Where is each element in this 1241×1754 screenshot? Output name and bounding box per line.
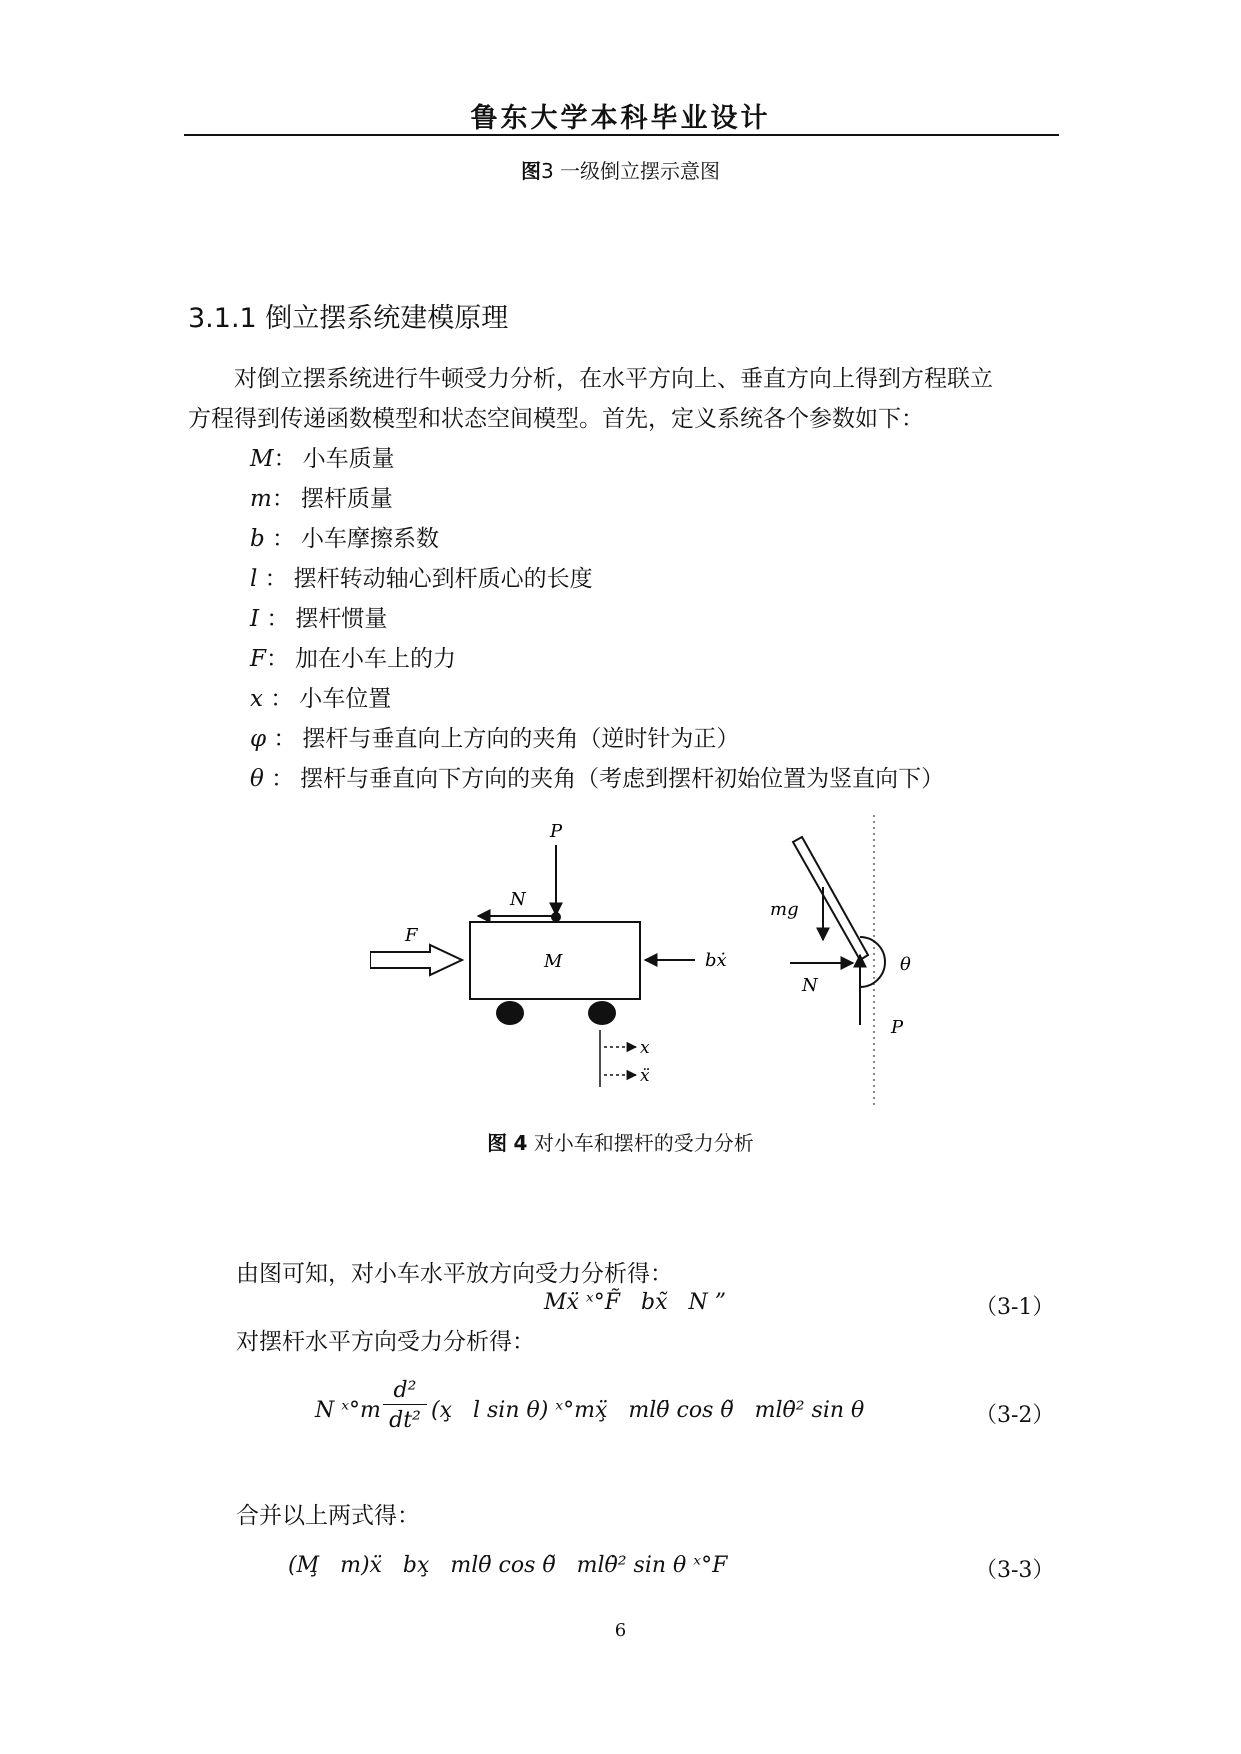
parameter-separator: ： (263, 766, 295, 792)
parameter-item (250, 680, 391, 713)
intro-line-2: 方程得到传递函数模型和状态空间模型。首先，定义系统各个参数如下： (188, 406, 924, 432)
equation-3-1-number: （3-1） (975, 1295, 1055, 1320)
parameter-item (250, 600, 387, 633)
parameter-symbol: φ (250, 726, 267, 752)
parameter-description: 摆杆质量 (300, 486, 393, 512)
parameter-symbol: θ (250, 766, 264, 792)
parameter-item (250, 640, 456, 673)
figure-3-number: 3 (540, 159, 554, 183)
parameter-item (250, 520, 439, 553)
text-3: 合并以上两式得： (236, 1503, 420, 1529)
cart-wheel-left (496, 1001, 524, 1025)
label-p-top: P (550, 821, 563, 842)
force-f-arrow (370, 945, 462, 975)
parameter-symbol: m (250, 486, 272, 512)
label-n-top: N (510, 889, 526, 910)
figure-3-label: 图 (520, 159, 541, 183)
equation-3-2-lhs: N ˣ°m (315, 1398, 381, 1423)
parameter-separator: ： (273, 446, 297, 472)
parameter-symbol: M (250, 446, 274, 472)
label-m: M (544, 951, 563, 972)
figure-4-text: 对小车和摆杆的受力分析 (533, 1131, 754, 1155)
figure-4-number: 4 (513, 1131, 528, 1155)
running-header-title: 鲁东大学本科毕业设计 (470, 103, 771, 134)
label-p-right: P (891, 1017, 904, 1038)
text-1: 由图可知，对小车水平放方向受力分析得： (236, 1261, 673, 1287)
parameter-symbol: l (250, 566, 258, 592)
equation-3-2-frac-num: d² (383, 1378, 427, 1405)
text-2: 对摆杆水平方向受力分析得： (236, 1329, 535, 1355)
equation-3-2-number: （3-2） (975, 1403, 1055, 1428)
label-mg: mg (770, 899, 799, 920)
parameter-description: 摆杆转动轴心到杆质心的长度 (293, 566, 593, 592)
parameter-separator: ： (271, 486, 295, 512)
parameter-symbol: x (250, 686, 263, 712)
parameter-symbol: I (250, 606, 260, 632)
parameter-description: 加在小车上的力 (294, 646, 456, 672)
label-x: x (640, 1038, 650, 1058)
label-theta: θ (900, 954, 911, 975)
parameter-symbol: b (250, 526, 265, 552)
parameter-symbol: F (250, 646, 266, 672)
cart-wheel-right (588, 1001, 616, 1025)
section-heading: 3.1.1 倒立摆系统建模原理 (188, 303, 509, 334)
intro-line-1: 对倒立摆系统进行牛顿受力分析，在水平方向上、垂直方向上得到方程联立 (234, 366, 993, 392)
parameter-separator: ： (266, 726, 297, 752)
parameter-item (250, 480, 393, 513)
parameter-separator: ： (264, 526, 296, 552)
label-xdd: ẍ (640, 1066, 650, 1086)
equation-3-2 (315, 1378, 875, 1448)
parameter-description: 摆杆与垂直向上方向的夹角（逆时针为正） (302, 726, 740, 752)
equation-3-3: (M̧ m)ẍ bx̧ mlθ̈ cos θ̃ mlθ̇² sin θ ˣ°F (288, 1553, 728, 1578)
label-f: F (405, 925, 418, 946)
parameter-description: 摆杆与垂直向下方向的夹角（考虑到摆杆初始位置为竖直向下） (300, 766, 945, 792)
parameter-separator: ： (259, 606, 290, 632)
page-number: 6 (614, 1620, 627, 1641)
pendulum-rod (793, 837, 868, 960)
equation-3-3-number: （3-3） (975, 1558, 1055, 1583)
header-divider (184, 134, 1059, 136)
parameter-separator: ： (257, 566, 288, 592)
equation-3-2-frac-den: dt² (389, 1408, 421, 1433)
equation-3-1: Mẍ ˣ°F̃ bx̃ N ” (544, 1290, 726, 1315)
figure-4-caption (0, 1127, 1241, 1156)
figure-3-text: 一级倒立摆示意图 (560, 159, 721, 183)
parameter-separator: ： (265, 646, 289, 672)
parameter-description: 小车摩擦系数 (301, 526, 440, 552)
parameter-item (250, 440, 395, 473)
figure-4-label: 图 (487, 1131, 508, 1155)
parameter-item (250, 560, 593, 593)
label-n-right: N (802, 975, 818, 996)
parameter-separator: ： (262, 686, 294, 712)
parameter-item (250, 760, 944, 793)
equation-3-2-rhs: (x̧ l sin θ) ˣ°mẍ̧ mlθ̈ cos θ̃ mlθ̇² sin θ (431, 1398, 865, 1423)
parameter-description: 小车质量 (302, 446, 395, 472)
theta-arc (860, 937, 885, 987)
parameter-description: 小车位置 (299, 686, 392, 712)
parameter-description: 摆杆惯量 (295, 606, 388, 632)
force-analysis-diagram (370, 815, 950, 1105)
parameter-item (250, 720, 739, 753)
figure-3-caption (0, 155, 1241, 184)
label-bx: bẋ (705, 950, 727, 971)
